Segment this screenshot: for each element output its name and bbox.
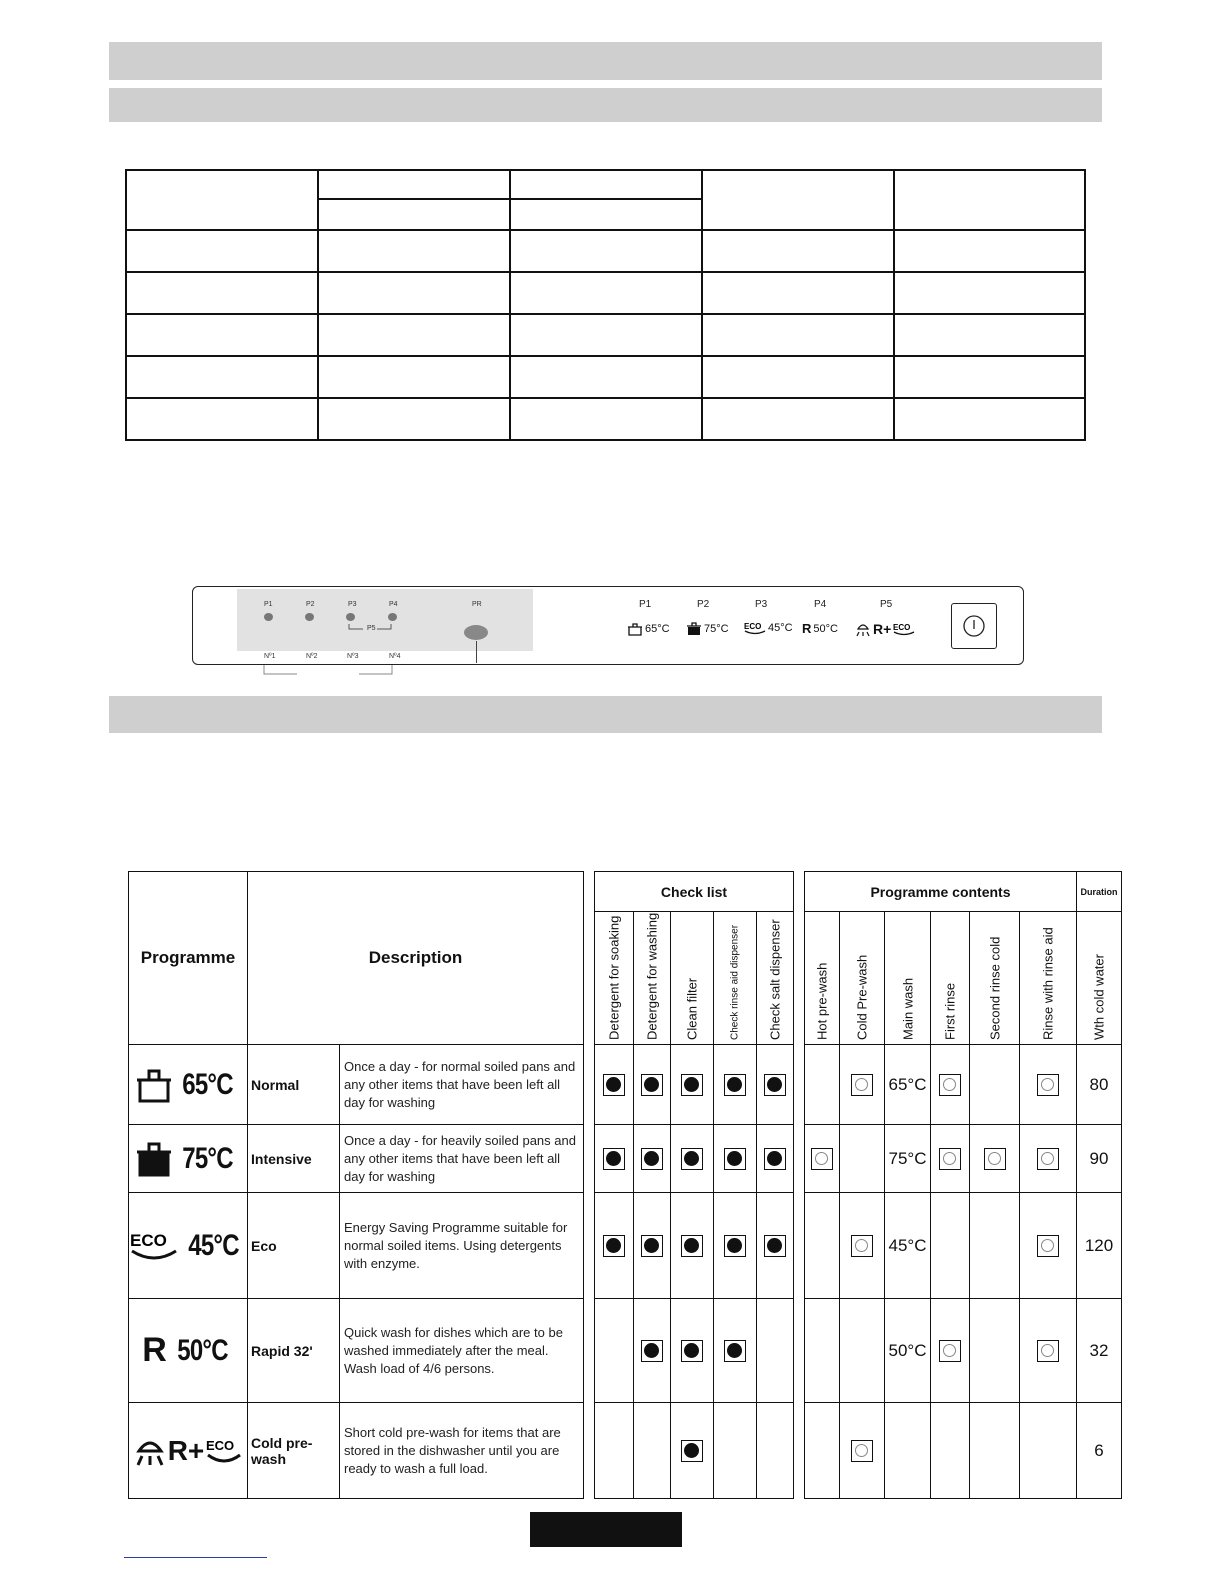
table-row (129, 1299, 1122, 1403)
programme-temp: 45°C (768, 622, 793, 634)
programme-description: Once a day - for normal soiled pans and any other items that have been left all day for washing (340, 1045, 584, 1125)
svg-text:ECO: ECO (130, 1230, 168, 1250)
programme-icon-cell: 65°C (129, 1045, 248, 1125)
check-mark (764, 1148, 786, 1170)
svg-text:ECO: ECO (206, 1437, 235, 1453)
step-box (851, 1074, 873, 1096)
led-indicator (388, 613, 397, 621)
footer-rule (124, 1557, 267, 1558)
col-first-rinse: First rinse (931, 912, 970, 1045)
duration-value: 90 (1077, 1125, 1122, 1193)
programme-temp: R+ (873, 621, 892, 637)
programme-name: Cold pre-wash (248, 1403, 340, 1499)
programme-label: P1 (639, 599, 652, 610)
duration-value: 80 (1077, 1045, 1122, 1125)
programme-p4-symbol[interactable]: R 50°C (802, 621, 838, 636)
p5-group-label: P5 (367, 625, 376, 632)
led-label: P3 (348, 601, 357, 608)
col-cold-prewash: Cold Pre-wash (840, 912, 885, 1045)
programme-p5-symbol[interactable] (855, 621, 915, 637)
programme-name: Normal (248, 1045, 340, 1125)
programme-label: P2 (697, 599, 710, 610)
check-mark (681, 1440, 703, 1462)
power-icon (961, 613, 987, 639)
header-programme: Programme (129, 872, 248, 1045)
programme-label: P4 (814, 599, 827, 610)
step-box (1037, 1235, 1059, 1257)
col-detergent-washing: Detergent for washing (634, 912, 671, 1045)
section-bar-programmes (109, 696, 1102, 733)
check-mark (603, 1235, 625, 1257)
step-box (939, 1340, 961, 1362)
programme-icon-cell: R+ ECO (129, 1403, 248, 1499)
svg-text:ECO: ECO (893, 623, 911, 632)
programme-icon-cell: 75°C (129, 1125, 248, 1193)
programme-description: Short cold pre-wash for items that are stored in the dishwasher until you are ready to wash a full load. (340, 1403, 584, 1499)
section-subtitle-bar (109, 88, 1102, 122)
section-title-bar (109, 42, 1102, 80)
check-mark (724, 1340, 746, 1362)
power-button[interactable] (951, 603, 997, 649)
col-main-wash: Main wash (885, 912, 931, 1045)
check-mark (724, 1148, 746, 1170)
number-label: Nº1 (264, 653, 276, 660)
check-mark (724, 1235, 746, 1257)
step-box (939, 1074, 961, 1096)
step-box (984, 1148, 1006, 1170)
col-hot-prewash: Hot pre-wash (805, 912, 840, 1045)
programme-label: P3 (755, 599, 768, 610)
eco-icon (130, 1229, 178, 1263)
duration-value: 120 (1077, 1193, 1122, 1299)
number-label: Nº4 (389, 653, 401, 660)
main-wash-temp: 75°C (885, 1125, 931, 1193)
check-mark (641, 1074, 663, 1096)
check-mark (764, 1235, 786, 1257)
step-box (939, 1148, 961, 1170)
number-brackets (262, 663, 402, 677)
led-indicator (346, 613, 355, 621)
step-box (851, 1440, 873, 1462)
check-mark (641, 1148, 663, 1170)
check-mark (641, 1340, 663, 1362)
shower-icon (134, 1435, 166, 1467)
eco-icon (893, 622, 915, 636)
programme-p1-symbol[interactable] (627, 621, 670, 637)
step-box (851, 1235, 873, 1257)
programme-description: Once a day - for heavily soiled pans and any other items that have been left all day for washing (340, 1125, 584, 1193)
check-mark (681, 1074, 703, 1096)
led-label: P1 (264, 601, 273, 608)
col-second-rinse-cold: Second rinse cold (970, 912, 1020, 1045)
col-cold-water: Wth cold water (1077, 912, 1122, 1045)
step-box (1037, 1340, 1059, 1362)
number-label: Nº3 (347, 653, 359, 660)
programme-icon-cell: ECO 45°C (129, 1193, 248, 1299)
led-indicator (305, 613, 314, 621)
col-clean-filter: Clean filter (671, 912, 714, 1045)
reset-line (476, 641, 477, 663)
programme-temp: 65°C (645, 623, 670, 635)
table-row (129, 1125, 1122, 1193)
header-check-list: Check list (595, 872, 794, 912)
col-check-rinse-aid: Check rinse aid dispenser (714, 912, 757, 1045)
programme-table (128, 871, 1122, 1499)
main-wash-temp: 65°C (885, 1045, 931, 1125)
main-wash-temp: 45°C (885, 1193, 931, 1299)
col-check-salt: Check salt dispenser (757, 912, 794, 1045)
duration-value: 32 (1077, 1299, 1122, 1403)
pot-icon (136, 1066, 172, 1104)
check-mark (724, 1074, 746, 1096)
programme-description: Quick wash for dishes which are to be washed immediately after the meal. Wash load of 4/6 persons. (340, 1299, 584, 1403)
step-box (1037, 1074, 1059, 1096)
programme-name: Rapid 32' (248, 1299, 340, 1403)
header-duration: Duration (1077, 872, 1122, 912)
programme-label: P5 (880, 599, 893, 610)
check-mark (764, 1074, 786, 1096)
table-row (129, 1045, 1122, 1125)
step-box (1037, 1148, 1059, 1170)
programme-p2-symbol[interactable] (686, 621, 729, 637)
col-rinse-aid: Rinse with rinse aid (1020, 912, 1077, 1045)
programme-name: Eco (248, 1193, 340, 1299)
check-mark (603, 1074, 625, 1096)
number-label: Nº2 (306, 653, 318, 660)
programme-p3-symbol[interactable] (744, 621, 793, 635)
svg-text:ECO: ECO (744, 622, 762, 631)
programme-name: Intensive (248, 1125, 340, 1193)
table-row (129, 1193, 1122, 1299)
programme-temp: 50°C (813, 622, 838, 635)
heavy-pot-icon (686, 621, 702, 637)
programme-icon-cell: R 50°C (129, 1299, 248, 1403)
check-mark (681, 1148, 703, 1170)
pot-icon (627, 621, 643, 637)
led-label: P2 (306, 601, 315, 608)
table-row (129, 1403, 1122, 1499)
heavy-pot-icon (136, 1140, 172, 1178)
led-label: P4 (389, 601, 398, 608)
check-mark (641, 1235, 663, 1257)
check-mark (681, 1340, 703, 1362)
check-mark (681, 1235, 703, 1257)
programme-temp: 75°C (704, 623, 729, 635)
header-programme-contents: Programme contents (805, 872, 1077, 912)
duration-value: 6 (1077, 1403, 1122, 1499)
step-box (811, 1148, 833, 1170)
empty-grid-table (125, 169, 1086, 441)
led-indicator (264, 613, 273, 621)
programme-description: Energy Saving Programme suitable for normal soiled items. Using detergents with enzyme. (340, 1193, 584, 1299)
col-detergent-soaking: Detergent for soaking (595, 912, 634, 1045)
page-number-box (530, 1512, 682, 1547)
header-description: Description (248, 872, 584, 1045)
main-wash-temp: 50°C (885, 1299, 931, 1403)
panel-led-area (237, 589, 533, 651)
shower-icon (855, 621, 871, 637)
reset-button[interactable] (464, 625, 488, 640)
eco-icon (744, 621, 766, 635)
eco-icon (206, 1437, 242, 1465)
dishwasher-control-panel (192, 586, 1024, 665)
check-mark (603, 1148, 625, 1170)
reset-label: PR (472, 601, 482, 608)
